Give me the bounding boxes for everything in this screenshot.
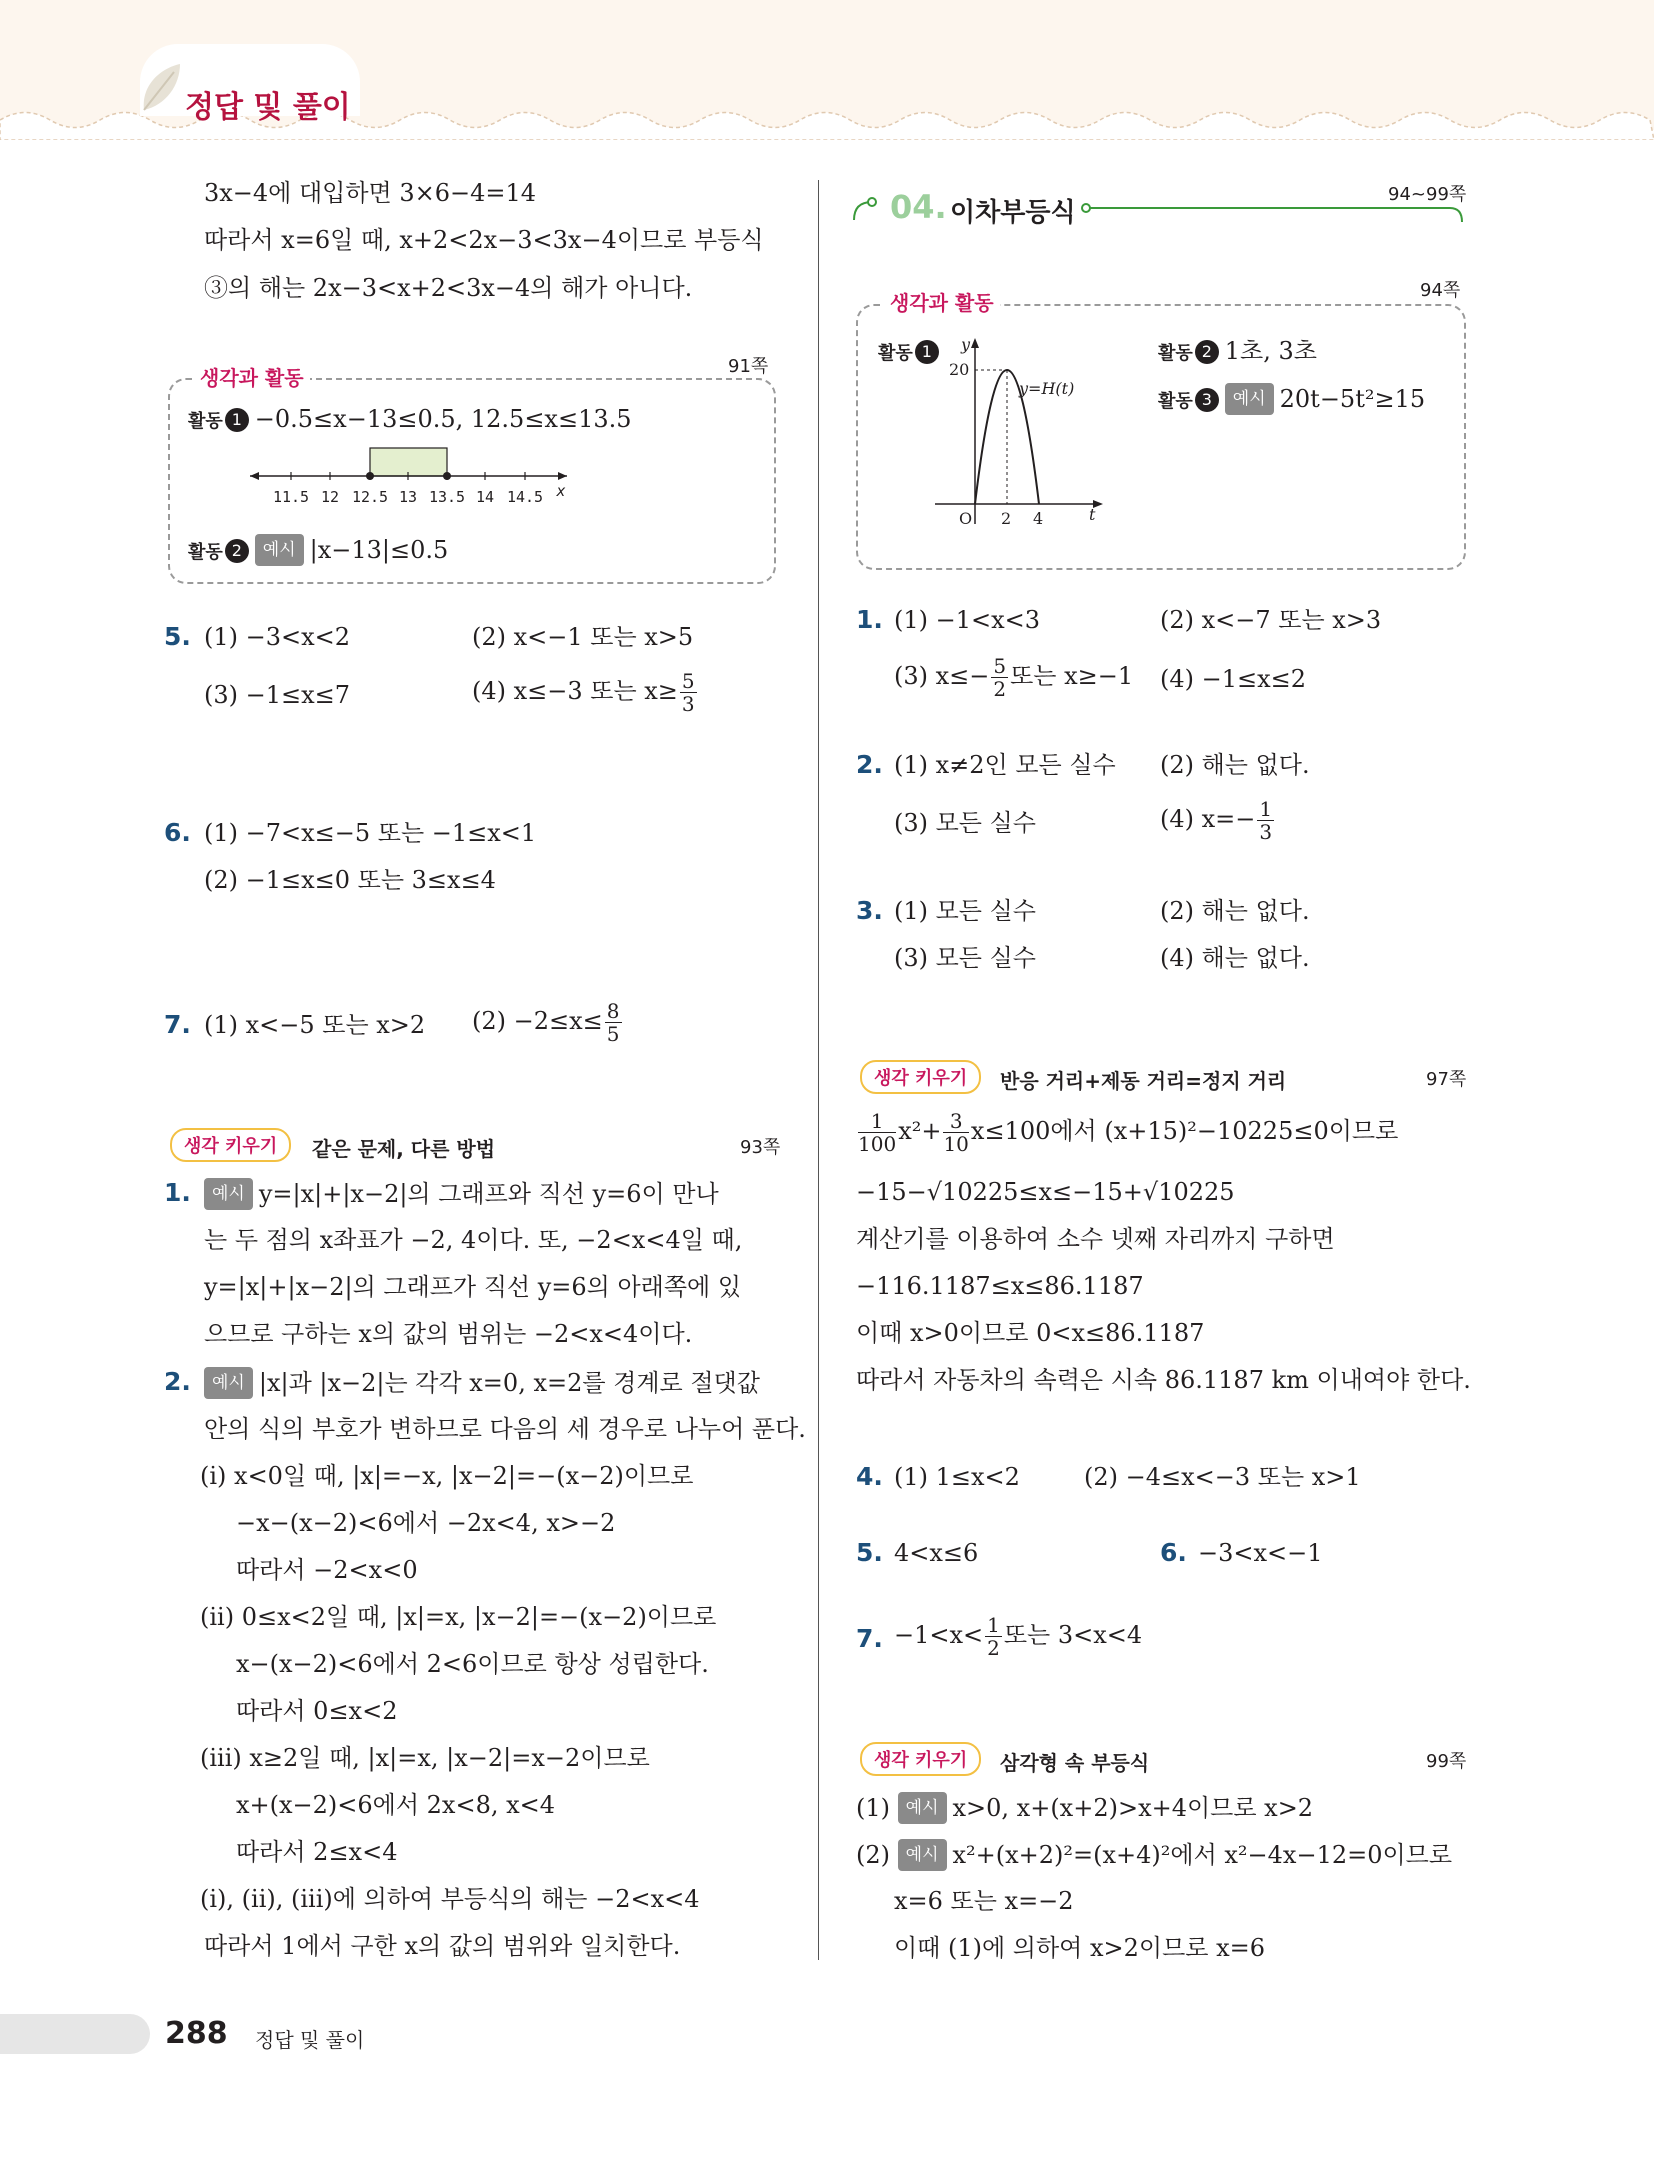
think2-line-4: 이때 (1)에 의하여 x>2이므로 x=6 bbox=[894, 1934, 1265, 1962]
p3-d: (4) 해는 없다. bbox=[1160, 944, 1310, 972]
tick-label: 13 bbox=[398, 488, 418, 506]
problem-2-number: 2. bbox=[856, 750, 883, 779]
think-badge: 생각 키우기 bbox=[860, 1742, 981, 1776]
p6-a: −3<x<−1 bbox=[1198, 1539, 1323, 1567]
q2-line-8: 따라서 0≤x<2 bbox=[236, 1697, 398, 1725]
p6-a: (1) −7<x≤−5 또는 −1≤x<1 bbox=[204, 819, 537, 847]
q2-line-10: x+(x−2)<6에서 2x<8, x<4 bbox=[236, 1791, 556, 1819]
p6-b: (2) −1≤x≤0 또는 3≤x≤4 bbox=[204, 866, 496, 894]
page-title: 정답 및 풀이 bbox=[185, 90, 351, 125]
problem-7-number: 7. bbox=[164, 1010, 191, 1039]
activity-box-label: 생각과 활동 bbox=[884, 287, 1000, 316]
section-title: 이차부등식 bbox=[950, 198, 1076, 228]
p2-a: (1) x≠2인 모든 실수 bbox=[894, 751, 1116, 779]
tick-label: 14.5 bbox=[506, 488, 544, 506]
tick-4: 4 bbox=[1033, 509, 1044, 528]
activity-page-ref: 94쪽 bbox=[1420, 280, 1461, 301]
section-pages: 94~99쪽 bbox=[1388, 184, 1467, 205]
tick-label: 12.5 bbox=[351, 488, 389, 506]
problem-4-number: 4. bbox=[856, 1462, 883, 1491]
think-badge: 생각 키우기 bbox=[860, 1060, 981, 1094]
origin-label: O bbox=[959, 509, 973, 528]
p2-c: (3) 모든 실수 bbox=[894, 809, 1036, 837]
think1-line-4: −116.1187≤x≤86.1187 bbox=[856, 1272, 1144, 1300]
problem-6-number: 6. bbox=[1160, 1538, 1187, 1567]
tick-label: 13.5 bbox=[428, 488, 466, 506]
think1-line-1: $\frac{1}{100}$ x²+ $\frac{3}{10}$ x≤100에서 (x+15)²−10225≤0이므로 bbox=[858, 1109, 1399, 1156]
think-page-ref: 93쪽 bbox=[740, 1137, 781, 1158]
p1-c: (3) x≤− $\frac{5}{2}$ 또는 x≥−1 bbox=[894, 654, 1134, 701]
p1-b: (2) x<−7 또는 x>3 bbox=[1160, 606, 1382, 634]
p7-a: −1<x< $\frac{1}{2}$ 또는 3<x<4 bbox=[894, 1613, 1143, 1660]
think1-line-2: −15−√10225≤x≤−15+√10225 bbox=[856, 1178, 1235, 1206]
p3-b: (2) 해는 없다. bbox=[1160, 897, 1310, 925]
activity-1: 활동 1 −0.5≤x−13≤0.5, 12.5≤x≤13.5 bbox=[188, 405, 632, 433]
p1-a: (1) −1<x<3 bbox=[894, 606, 1041, 634]
q2-line-3: (i) x<0일 때, |x|=−x, |x−2|=−(x−2)이므로 bbox=[200, 1462, 694, 1490]
think-title: 같은 문제, 다른 방법 bbox=[312, 1137, 496, 1161]
p1-d: (4) −1≤x≤2 bbox=[1160, 665, 1307, 693]
tick-label: 12 bbox=[320, 488, 340, 506]
think1-line-6: 따라서 자동차의 속력은 시속 86.1187 km 이내여야 한다. bbox=[856, 1366, 1471, 1394]
intro-line-2: 따라서 x=6일 때, x+2<2x−3<3x−4이므로 부등식 bbox=[204, 226, 764, 254]
q1-line-1: 예시 y=|x|+|x−2|의 그래프와 직선 y=6이 만나 bbox=[204, 1178, 719, 1210]
axis-var: x bbox=[556, 482, 566, 500]
activity-box-label: 생각과 활동 bbox=[194, 362, 310, 391]
intro-line-1: 3x−4에 대입하면 3×6−4=14 bbox=[204, 179, 537, 207]
think2-line-1: (1) 예시 x>0, x+(x+2)>x+4이므로 x>2 bbox=[856, 1794, 1314, 1822]
p5-d: (4) x≤−3 또는 x≥ $\frac{5}{3}$ bbox=[472, 669, 695, 716]
footer-text: 정답 및 풀이 bbox=[255, 2028, 365, 2052]
p4-a: (1) 1≤x<2 bbox=[894, 1463, 1020, 1491]
q2-line-13: 따라서 1에서 구한 x의 값의 범위와 일치한다. bbox=[204, 1932, 681, 1960]
p7-a: (1) x<−5 또는 x>2 bbox=[204, 1011, 426, 1039]
think2-line-2: (2) 예시 x²+(x+2)²=(x+4)²에서 x²−4x−12=0이므로 bbox=[856, 1841, 1453, 1869]
p3-a: (1) 모든 실수 bbox=[894, 897, 1036, 925]
activity-page-ref: 91쪽 bbox=[728, 356, 769, 377]
q2-line-5: 따라서 −2<x<0 bbox=[236, 1556, 418, 1584]
p7-b: (2) −2≤x≤ $\frac{8}{5}$ bbox=[472, 999, 620, 1046]
think-title: 삼각형 속 부등식 bbox=[1000, 1751, 1150, 1775]
think-page-ref: 97쪽 bbox=[1426, 1069, 1467, 1090]
p5-a: 4<x≤6 bbox=[894, 1539, 979, 1567]
p2-d: (4) x=− $\frac{1}{3}$ bbox=[1160, 797, 1273, 844]
q1-number: 1. bbox=[164, 1178, 191, 1207]
think1-line-5: 이때 x>0이므로 0<x≤86.1187 bbox=[856, 1319, 1205, 1347]
p5-a: (1) −3<x<2 bbox=[204, 623, 351, 651]
tick-2: 2 bbox=[1001, 509, 1012, 528]
problem-5-number: 5. bbox=[164, 622, 191, 651]
think-title: 반응 거리+제동 거리=정지 거리 bbox=[1000, 1069, 1287, 1093]
q2-line-1: 예시 |x|과 |x−2|는 각각 x=0, x=2를 경계로 절댓값 bbox=[204, 1367, 760, 1399]
intro-line-3: ③의 해는 2x−3<x+2<3x−4의 해가 아니다. bbox=[204, 274, 693, 302]
p4-b: (2) −4≤x<−3 또는 x>1 bbox=[1084, 1463, 1361, 1491]
q2-line-2: 안의 식의 부호가 변하므로 다음의 세 경우로 나누어 푼다. bbox=[204, 1415, 806, 1443]
section-number: 04. bbox=[890, 188, 947, 226]
problem-7-number: 7. bbox=[856, 1624, 883, 1653]
q2-number: 2. bbox=[164, 1367, 191, 1396]
activity-3: 활동 3 예시 20t−5t²≥15 bbox=[1158, 385, 1426, 413]
p3-c: (3) 모든 실수 bbox=[894, 944, 1036, 972]
column-divider bbox=[818, 180, 819, 1960]
tick-label: 11.5 bbox=[272, 488, 310, 506]
footer-bar bbox=[0, 2014, 150, 2054]
think1-line-3: 계산기를 이용하여 소수 넷째 자리까지 구하면 bbox=[856, 1225, 1335, 1253]
p5-b: (2) x<−1 또는 x>5 bbox=[472, 623, 694, 651]
think-badge: 생각 키우기 bbox=[170, 1128, 291, 1162]
q2-line-9: (iii) x≥2일 때, |x|=x, |x−2|=x−2이므로 bbox=[200, 1744, 650, 1772]
axis-t-label: t bbox=[1089, 505, 1096, 524]
q2-line-11: 따라서 2≤x<4 bbox=[236, 1838, 398, 1866]
tick-20: 20 bbox=[949, 360, 970, 379]
q2-line-7: x−(x−2)<6에서 2<6이므로 항상 성립한다. bbox=[236, 1650, 709, 1678]
problem-6-number: 6. bbox=[164, 818, 191, 847]
number-line bbox=[245, 440, 585, 510]
think-page-ref: 99쪽 bbox=[1426, 1751, 1467, 1772]
axis-y-label: y bbox=[961, 335, 971, 354]
page-number: 288 bbox=[165, 2016, 228, 2051]
function-label: y=H(t) bbox=[1019, 379, 1075, 398]
p2-b: (2) 해는 없다. bbox=[1160, 751, 1310, 779]
q2-line-4: −x−(x−2)<6에서 −2x<4, x>−2 bbox=[236, 1509, 616, 1537]
activity-1: 활동 1 bbox=[878, 336, 945, 369]
activity-2: 활동 2 1초, 3초 bbox=[1158, 337, 1317, 365]
q2-line-6: (ii) 0≤x<2일 때, |x|=x, |x−2|=−(x−2)이므로 bbox=[200, 1603, 717, 1631]
problem-3-number: 3. bbox=[856, 896, 883, 925]
problem-5-number: 5. bbox=[856, 1538, 883, 1567]
tick-label: 14 bbox=[475, 488, 495, 506]
q1-line-4: 으므로 구하는 x의 값의 범위는 −2<x<4이다. bbox=[204, 1320, 693, 1348]
activity-2: 활동 2 예시 |x−13|≤0.5 bbox=[188, 536, 449, 564]
p5-c: (3) −1≤x≤7 bbox=[204, 681, 351, 709]
problem-1-number: 1. bbox=[856, 605, 883, 634]
parabola-graph bbox=[935, 334, 1105, 534]
q2-line-12: (i), (ii), (iii)에 의하여 부등식의 해는 −2<x<4 bbox=[200, 1885, 700, 1913]
q1-line-2: 는 두 점의 x좌표가 −2, 4이다. 또, −2<x<4일 때, bbox=[204, 1226, 743, 1254]
think2-line-3: x=6 또는 x=−2 bbox=[894, 1887, 1074, 1915]
q1-line-3: y=|x|+|x−2|의 그래프가 직선 y=6의 아래쪽에 있 bbox=[204, 1273, 742, 1301]
leaf-icon bbox=[136, 60, 186, 120]
